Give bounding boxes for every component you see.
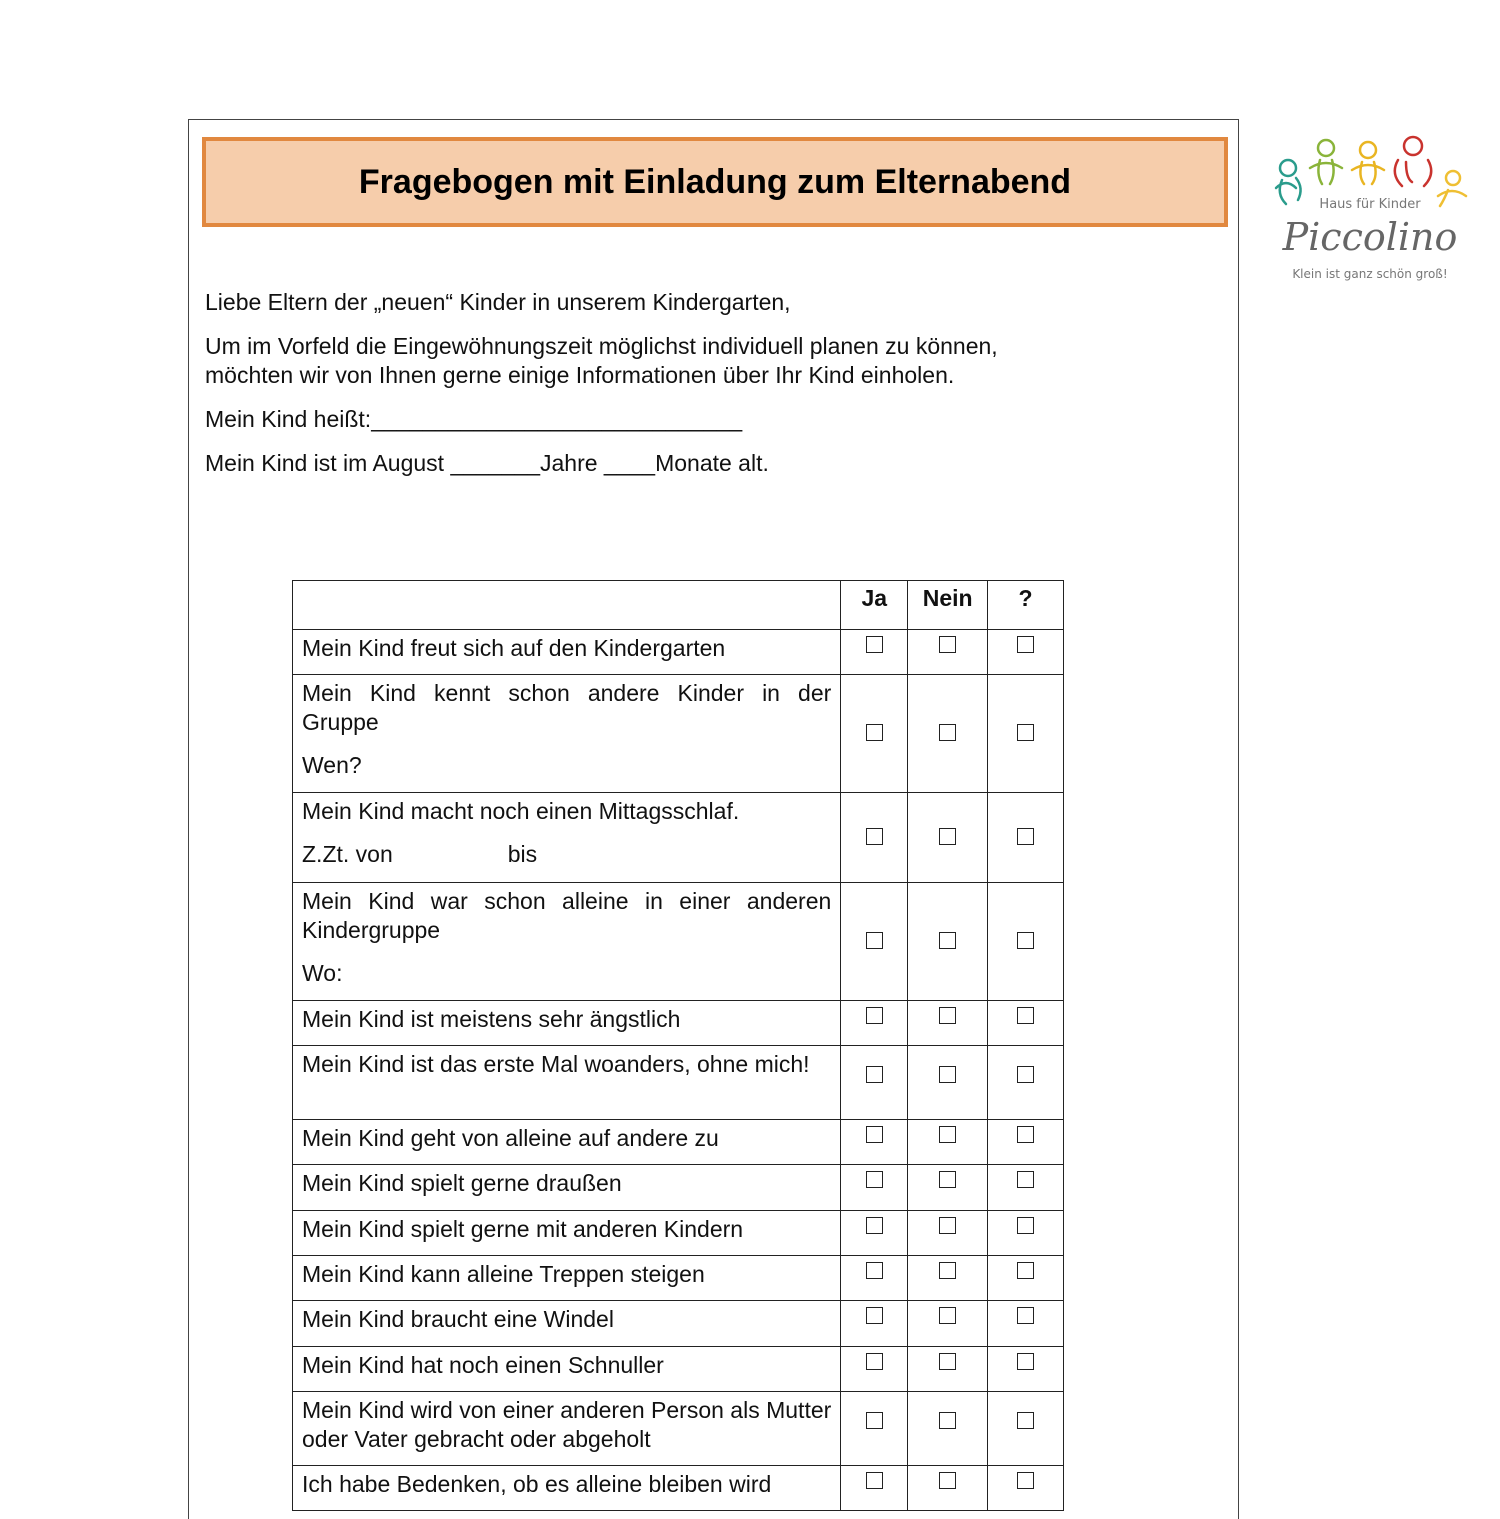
- table-row: [293, 883, 1064, 1001]
- answer-cell-nein: [908, 1392, 988, 1466]
- answer-cell-ja: [841, 1001, 908, 1046]
- answer-cell-ja: [841, 883, 908, 1001]
- question-text: Ich habe Bedenken, ob es alleine bleiben wird: [302, 1471, 772, 1497]
- checkbox-unknown[interactable]: [1017, 724, 1034, 741]
- table-row: [293, 1301, 1064, 1347]
- checkbox-unknown[interactable]: [1017, 1412, 1034, 1429]
- answer-cell-nein: [908, 630, 988, 675]
- question-text: Mein Kind ist das erste Mal woanders, ohne mich!: [302, 1051, 810, 1077]
- question-extra-field[interactable]: Wen?: [302, 752, 362, 778]
- question-cell: [293, 1392, 841, 1466]
- checkbox-ja[interactable]: [866, 1353, 883, 1370]
- questionnaire-table: [292, 580, 1064, 1511]
- table-row: [293, 630, 1064, 675]
- checkbox-ja[interactable]: [866, 724, 883, 741]
- question-text: Mein Kind geht von alleine auf andere zu: [302, 1125, 719, 1151]
- checkbox-nein[interactable]: [939, 1353, 956, 1370]
- answer-cell-unknown: [988, 1392, 1064, 1466]
- table-header-row: [293, 581, 1064, 630]
- answer-cell-ja: [841, 1211, 908, 1256]
- answer-cell-ja: [841, 1046, 908, 1120]
- question-text: Mein Kind spielt gerne draußen: [302, 1170, 622, 1196]
- answer-cell-unknown: [988, 1046, 1064, 1120]
- page-title: Fragebogen mit Einladung zum Elternabend: [358, 162, 1072, 201]
- svg-text:Klein ist ganz schön groß!: Klein ist ganz schön groß!: [1292, 267, 1448, 281]
- table-row: [293, 1466, 1064, 1511]
- question-cell: [293, 675, 841, 793]
- table-row: [293, 1347, 1064, 1392]
- answer-cell-unknown: [988, 675, 1064, 793]
- question-text: Mein Kind freut sich auf den Kindergarten: [302, 635, 726, 661]
- checkbox-unknown[interactable]: [1017, 1307, 1034, 1324]
- question-cell: [293, 1211, 841, 1256]
- checkbox-unknown[interactable]: [1017, 1353, 1034, 1370]
- table-row: [293, 1165, 1064, 1211]
- answer-cell-ja: [841, 675, 908, 793]
- table-row: [293, 1046, 1064, 1120]
- answer-cell-nein: [908, 883, 988, 1001]
- answer-cell-ja: [841, 1392, 908, 1466]
- question-text: Mein Kind hat noch einen Schnuller: [302, 1352, 664, 1378]
- question-cell: [293, 793, 841, 883]
- svg-text:Piccolino: Piccolino: [1282, 215, 1458, 259]
- checkbox-ja[interactable]: [866, 1217, 883, 1234]
- checkbox-unknown[interactable]: [1017, 1217, 1034, 1234]
- question-text: Mein Kind spielt gerne mit anderen Kindern: [302, 1216, 744, 1242]
- answer-cell-unknown: [988, 1301, 1064, 1347]
- checkbox-ja[interactable]: [866, 1412, 883, 1429]
- answer-cell-unknown: [988, 1001, 1064, 1046]
- checkbox-ja[interactable]: [866, 1007, 883, 1024]
- checkbox-unknown[interactable]: [1017, 636, 1034, 653]
- answer-cell-nein: [908, 1256, 988, 1301]
- answer-cell-nein: [908, 1466, 988, 1511]
- question-cell: [293, 1165, 841, 1211]
- question-cell: [293, 1046, 841, 1120]
- answer-cell-nein: [908, 1046, 988, 1120]
- answer-cell-nein: [908, 1347, 988, 1392]
- question-cell: [293, 1256, 841, 1301]
- answer-cell-unknown: [988, 793, 1064, 883]
- checkbox-unknown[interactable]: [1017, 1126, 1034, 1143]
- table-row: [293, 1256, 1064, 1301]
- answer-cell-ja: [841, 1466, 908, 1511]
- checkbox-ja[interactable]: [866, 932, 883, 949]
- checkbox-ja[interactable]: [866, 1171, 883, 1188]
- svg-text:Haus für Kinder: Haus für Kinder: [1319, 197, 1421, 212]
- checkbox-nein[interactable]: [939, 1217, 956, 1234]
- checkbox-ja[interactable]: [866, 828, 883, 845]
- question-cell: [293, 1301, 841, 1347]
- checkbox-nein[interactable]: [939, 1171, 956, 1188]
- checkbox-ja[interactable]: [866, 636, 883, 653]
- question-text: Mein Kind wird von einer anderen Person als Mutter oder Vater gebracht oder abgeholt: [302, 1397, 832, 1452]
- checkbox-ja[interactable]: [866, 1066, 883, 1083]
- intro-line-1: Um im Vorfeld die Eingewöhnungszeit möglichst individuell planen zu können,: [205, 333, 998, 359]
- question-text: Mein Kind ist meistens sehr ängstlich: [302, 1006, 681, 1032]
- table-row: [293, 1211, 1064, 1256]
- question-cell: [293, 1120, 841, 1165]
- checkbox-nein[interactable]: [939, 1007, 956, 1024]
- answer-cell-nein: [908, 1120, 988, 1165]
- table-row: [293, 793, 1064, 883]
- answer-cell-unknown: [988, 1256, 1064, 1301]
- piccolino-logo: [1268, 128, 1473, 288]
- greeting-text: Liebe Eltern der „neuen“ Kinder in unserem Kindergarten,: [205, 289, 791, 315]
- answer-cell-unknown: [988, 1165, 1064, 1211]
- checkbox-unknown[interactable]: [1017, 1472, 1034, 1489]
- question-text: Mein Kind macht noch einen Mittagsschlaf.: [302, 798, 740, 824]
- checkbox-nein[interactable]: [939, 1307, 956, 1324]
- question-text: Mein Kind kann alleine Treppen steigen: [302, 1261, 705, 1287]
- answer-cell-ja: [841, 1120, 908, 1165]
- question-cell: [293, 1347, 841, 1392]
- header-unknown: ?: [988, 581, 1064, 630]
- checkbox-nein[interactable]: [939, 828, 956, 845]
- answer-cell-unknown: [988, 1347, 1064, 1392]
- answer-cell-unknown: [988, 883, 1064, 1001]
- checkbox-nein[interactable]: [939, 1262, 956, 1279]
- answer-cell-nein: [908, 1301, 988, 1347]
- table-row: [293, 1392, 1064, 1466]
- checkbox-unknown[interactable]: [1017, 1007, 1034, 1024]
- answer-cell-unknown: [988, 1120, 1064, 1165]
- question-cell: [293, 1001, 841, 1046]
- child-age-field[interactable]: Mein Kind ist im August _______Jahre ____Monate alt.: [205, 450, 769, 476]
- checkbox-ja[interactable]: [866, 1307, 883, 1324]
- header-nein: Nein: [908, 581, 988, 630]
- answer-cell-nein: [908, 675, 988, 793]
- checkbox-ja[interactable]: [866, 1262, 883, 1279]
- answer-cell-nein: [908, 793, 988, 883]
- intro-line-2: möchten wir von Ihnen gerne einige Informationen über Ihr Kind einholen.: [205, 362, 955, 388]
- header-ja: Ja: [841, 581, 908, 630]
- answer-cell-nein: [908, 1211, 988, 1256]
- header-question: [293, 581, 841, 630]
- question-cell: [293, 1466, 841, 1511]
- checkbox-nein[interactable]: [939, 1126, 956, 1143]
- answer-cell-unknown: [988, 630, 1064, 675]
- question-extra-field[interactable]: Wo:: [302, 960, 343, 986]
- checkbox-nein[interactable]: [939, 1412, 956, 1429]
- table-row: [293, 1120, 1064, 1165]
- question-text: Mein Kind kennt schon andere Kinder in der Gruppe: [302, 680, 832, 735]
- checkbox-unknown[interactable]: [1017, 932, 1034, 949]
- question-extra-field[interactable]: Z.Zt. von bis: [302, 841, 538, 867]
- answer-cell-ja: [841, 1165, 908, 1211]
- checkbox-nein[interactable]: [939, 724, 956, 741]
- checkbox-unknown[interactable]: [1017, 1262, 1034, 1279]
- checkbox-unknown[interactable]: [1017, 1171, 1034, 1188]
- child-name-field[interactable]: Mein Kind heißt:_____________________________: [205, 406, 743, 432]
- checkbox-ja[interactable]: [866, 1126, 883, 1143]
- title-box: [202, 137, 1228, 227]
- question-cell: [293, 630, 841, 675]
- question-cell: [293, 883, 841, 1001]
- answer-cell-unknown: [988, 1211, 1064, 1256]
- answer-cell-ja: [841, 1301, 908, 1347]
- table-row: [293, 1001, 1064, 1046]
- checkbox-unknown[interactable]: [1017, 828, 1034, 845]
- checkbox-nein[interactable]: [939, 1066, 956, 1083]
- checkbox-unknown[interactable]: [1017, 1066, 1034, 1083]
- answer-cell-unknown: [988, 1466, 1064, 1511]
- table-row: [293, 675, 1064, 793]
- answer-cell-ja: [841, 630, 908, 675]
- checkbox-nein[interactable]: [939, 636, 956, 653]
- question-text: Mein Kind braucht eine Windel: [302, 1306, 614, 1332]
- answer-cell-nein: [908, 1001, 988, 1046]
- answer-cell-ja: [841, 793, 908, 883]
- checkbox-nein[interactable]: [939, 932, 956, 949]
- checkbox-ja[interactable]: [866, 1472, 883, 1489]
- checkbox-nein[interactable]: [939, 1472, 956, 1489]
- question-text: Mein Kind war schon alleine in einer anderen Kindergruppe: [302, 888, 832, 943]
- answer-cell-ja: [841, 1347, 908, 1392]
- answer-cell-nein: [908, 1165, 988, 1211]
- answer-cell-ja: [841, 1256, 908, 1301]
